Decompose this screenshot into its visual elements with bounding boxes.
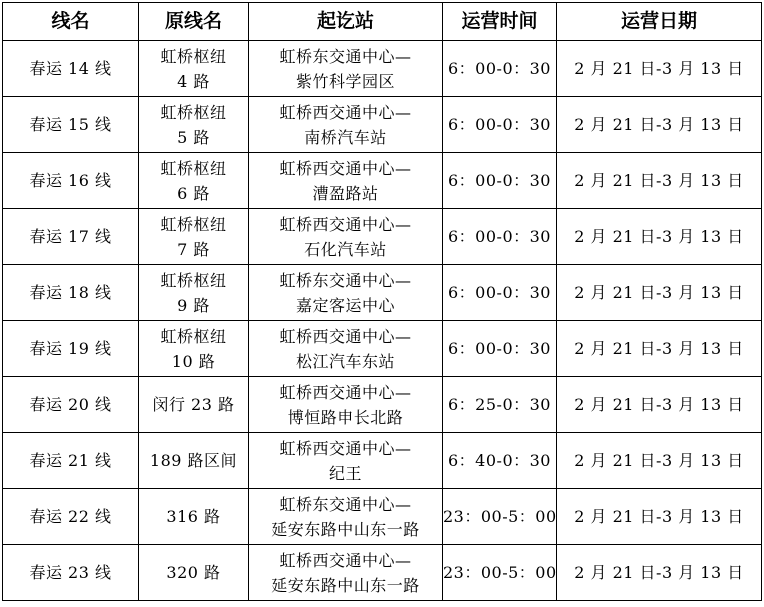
station-text: 虹桥西交通中心— [279,326,412,346]
table-body [3,41,762,601]
stations-cell [249,209,443,265]
operating-dates-cell [557,545,762,601]
table-row [3,433,762,489]
station-text: 嘉定客运中心 [295,295,395,315]
header-operating-dates: 运营日期 [557,3,762,41]
operating-dates-cell [557,153,762,209]
stations-cell [249,377,443,433]
station-text: 延安东路中山东一路 [271,575,420,595]
operating-hours: 6：00-0：30 [448,171,551,190]
stations-cell [249,41,443,97]
bus-schedule-table [2,2,762,601]
station-text: 虹桥东交通中心— [279,46,412,66]
operating-hours-cell [443,153,557,209]
operating-dates: 2 月 21 日-3 月 13 日 [574,451,744,470]
line-name-cell [3,377,139,433]
station-text: 漕盈路站 [312,183,379,203]
station-text: 松江汽车东站 [295,351,395,371]
table-row [3,545,762,601]
operating-dates-cell [557,433,762,489]
operating-dates: 2 月 21 日-3 月 13 日 [574,171,744,190]
operating-dates: 2 月 21 日-3 月 13 日 [574,339,744,358]
original-line-text: 4 路 [177,71,210,91]
original-line-cell [139,377,249,433]
header-operating-hours: 运营时间 [443,3,557,41]
operating-dates-cell [557,209,762,265]
line-name: 春运 22 线 [29,507,112,526]
operating-hours-cell [443,377,557,433]
original-line-text: 7 路 [177,239,210,259]
station-text: 紫竹科学园区 [295,71,395,91]
stations-cell [249,97,443,153]
operating-hours-cell [443,97,557,153]
header-row [3,3,762,41]
original-line-text: 189 路区间 [149,451,238,470]
operating-hours-cell [443,321,557,377]
original-line-text: 虹桥枢纽 [160,46,227,66]
header-stations: 起讫站 [249,3,443,41]
operating-dates: 2 月 21 日-3 月 13 日 [574,507,744,526]
original-line-text: 5 路 [177,127,210,147]
operating-hours: 23：00-5：00 [443,563,557,582]
operating-hours-cell [443,489,557,545]
stations-cell [249,321,443,377]
operating-hours-cell [443,433,557,489]
station-text: 虹桥东交通中心— [279,270,412,290]
line-name-cell [3,433,139,489]
operating-hours: 6：00-0：30 [448,115,551,134]
station-text: 纪王 [328,463,362,483]
operating-dates-cell [557,321,762,377]
station-text: 虹桥西交通中心— [279,438,412,458]
stations-cell [249,489,443,545]
line-name-cell [3,41,139,97]
original-line-cell [139,321,249,377]
line-name: 春运 17 线 [29,227,112,246]
line-name: 春运 18 线 [29,283,112,302]
line-name: 春运 20 线 [29,395,112,414]
stations-cell [249,545,443,601]
line-name-cell [3,97,139,153]
table-row [3,41,762,97]
stations-cell [249,153,443,209]
header-line-name: 线名 [3,3,139,41]
line-name-cell [3,545,139,601]
table-row [3,153,762,209]
operating-hours: 23：00-5：00 [443,507,557,526]
original-line-text: 虹桥枢纽 [160,270,227,290]
station-text: 虹桥西交通中心— [279,550,412,570]
operating-dates-cell [557,265,762,321]
table-row [3,265,762,321]
operating-hours: 6：00-0：30 [448,339,551,358]
table-row [3,97,762,153]
original-line-cell [139,41,249,97]
operating-dates-cell [557,489,762,545]
line-name-cell [3,153,139,209]
stations-cell [249,265,443,321]
station-text: 虹桥西交通中心— [279,102,412,122]
line-name: 春运 14 线 [29,59,112,78]
station-text: 虹桥西交通中心— [279,214,412,234]
operating-hours: 6：25-0：30 [448,395,551,414]
line-name: 春运 19 线 [29,339,112,358]
original-line-cell [139,209,249,265]
operating-dates-cell [557,97,762,153]
operating-hours: 6：40-0：30 [448,451,551,470]
original-line-text: 虹桥枢纽 [160,102,227,122]
line-name: 春运 15 线 [29,115,112,134]
station-text: 石化汽车站 [304,239,387,259]
operating-dates: 2 月 21 日-3 月 13 日 [574,283,744,302]
original-line-text: 虹桥枢纽 [160,214,227,234]
original-line-text: 9 路 [177,295,210,315]
station-text: 博恒路申长北路 [287,407,404,427]
original-line-text: 320 路 [166,563,221,582]
operating-dates: 2 月 21 日-3 月 13 日 [574,395,744,414]
original-line-text: 虹桥枢纽 [160,158,227,178]
original-line-cell [139,545,249,601]
operating-hours-cell [443,41,557,97]
table-row [3,377,762,433]
station-text: 南桥汽车站 [304,127,387,147]
operating-hours-cell [443,265,557,321]
operating-hours: 6：00-0：30 [448,227,551,246]
operating-dates: 2 月 21 日-3 月 13 日 [574,563,744,582]
table-header [3,3,762,41]
table-row [3,209,762,265]
original-line-text: 虹桥枢纽 [160,326,227,346]
table-row [3,321,762,377]
station-text: 虹桥西交通中心— [279,382,412,402]
operating-hours: 6：00-0：30 [448,59,551,78]
original-line-text: 6 路 [177,183,210,203]
operating-dates: 2 月 21 日-3 月 13 日 [574,227,744,246]
operating-hours-cell [443,209,557,265]
operating-dates: 2 月 21 日-3 月 13 日 [574,59,744,78]
table-row [3,489,762,545]
line-name: 春运 23 线 [29,563,112,582]
line-name-cell [3,265,139,321]
original-line-text: 闵行 23 路 [152,395,235,414]
original-line-cell [139,153,249,209]
original-line-cell [139,489,249,545]
header-original-line: 原线名 [139,3,249,41]
operating-hours: 6：00-0：30 [448,283,551,302]
operating-dates-cell [557,377,762,433]
original-line-cell [139,265,249,321]
station-text: 延安东路中山东一路 [271,519,420,539]
line-name-cell [3,209,139,265]
original-line-text: 10 路 [171,351,216,371]
operating-hours-cell [443,545,557,601]
station-text: 虹桥西交通中心— [279,158,412,178]
line-name-cell [3,489,139,545]
operating-dates: 2 月 21 日-3 月 13 日 [574,115,744,134]
operating-dates-cell [557,41,762,97]
line-name: 春运 21 线 [29,451,112,470]
original-line-cell [139,433,249,489]
stations-cell [249,433,443,489]
station-text: 虹桥东交通中心— [279,494,412,514]
original-line-text: 316 路 [166,507,221,526]
line-name: 春运 16 线 [29,171,112,190]
original-line-cell [139,97,249,153]
line-name-cell [3,321,139,377]
